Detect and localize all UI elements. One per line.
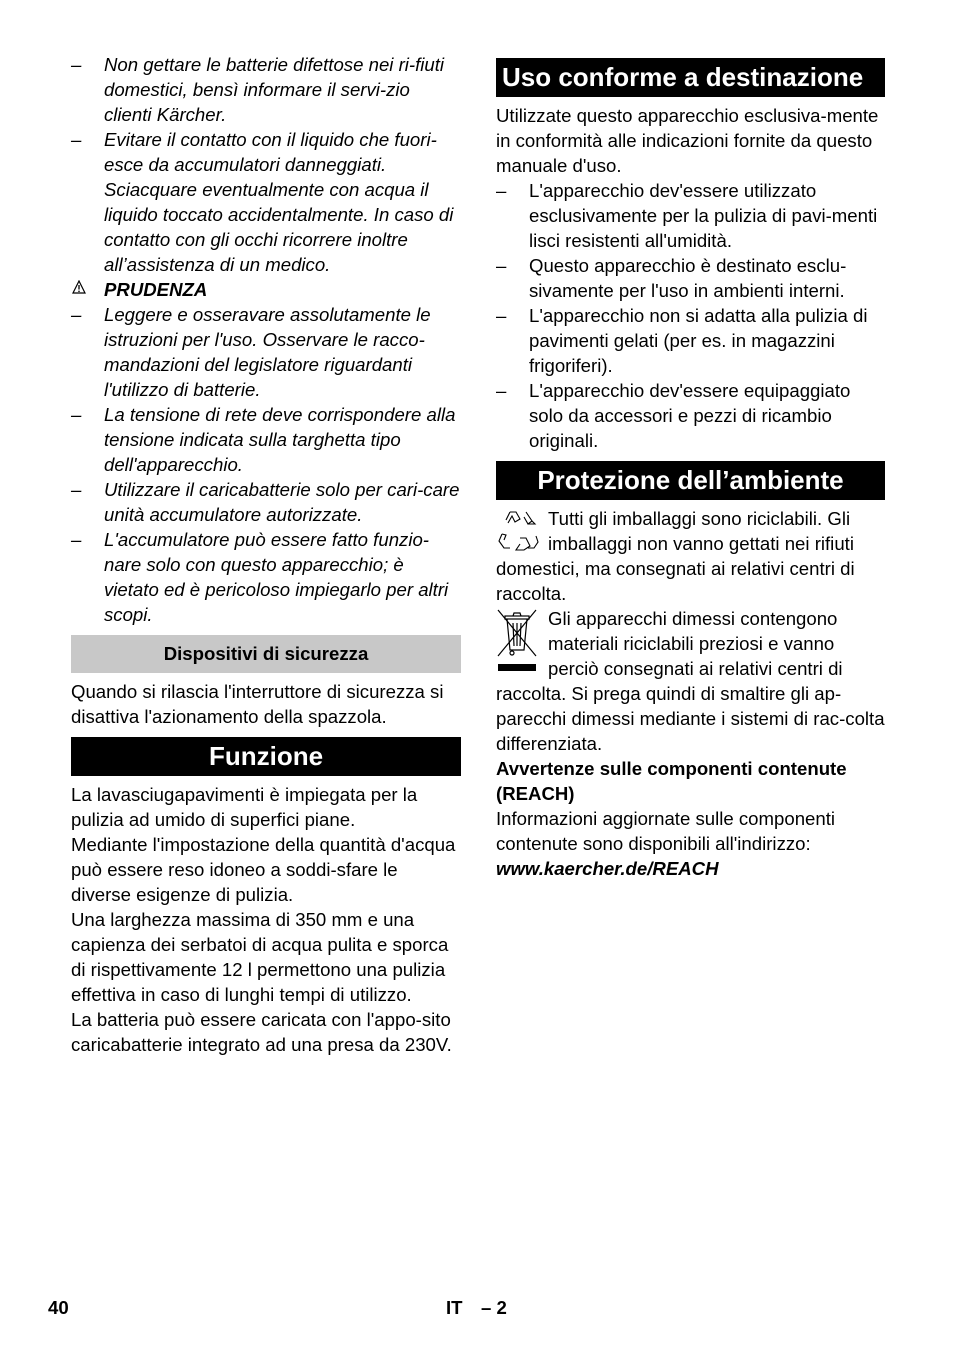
dash-bullet: – (71, 304, 82, 325)
list-item (71, 477, 461, 527)
dash-bullet: – (496, 380, 507, 401)
list-item-text: L'apparecchio dev'essere equipaggiato solo da accessori e pezzi di ricambio originali. (529, 380, 851, 451)
dash-bullet: – (71, 529, 82, 550)
dash-bullet: – (496, 255, 507, 276)
list-item (71, 402, 461, 477)
footer-language: IT (446, 1297, 463, 1318)
list-item (496, 378, 885, 453)
function-paragraph: La batteria può essere caricata con l'appo-sito caricabatterie integrato ad una presa da 230V. (71, 1009, 452, 1055)
recycle-icon (496, 508, 540, 558)
function-paragraph: La lavasciugapavimenti è impiegata per la pulizia ad umido di superfici piane. (71, 784, 418, 830)
list-item-text: Evitare il contatto con il liquido che fuori-esce da accumulatori danneggiati. Sciacquare eventualmente con acqua il liquido toccato accidentalmente. In caso di contatto con gli occhi ricorrere inoltre all’assistenza di un medico. (104, 129, 454, 275)
weee-text-a: Gli apparecchi dimessi contengono materiali riciclabili preziosi e vanno perciò consegnati ai relativi centri di (548, 608, 843, 679)
use-text: Utilizzate questo apparecchio esclusiva-mente in conformità alle indicazioni fornite da questo manuale d'uso. (496, 105, 879, 176)
safety-heading: Dispositivi di sicurezza (71, 635, 461, 673)
list-item-text: L'apparecchio non si adatta alla pulizia di pavimenti gelati (per es. in magazzini frigoriferi). (529, 305, 868, 376)
function-paragraph: Mediante l'impostazione della quantità d'acqua può essere reso idoneo a soddi-sfare le diverse esigenze di pulizia. (71, 834, 456, 905)
weee-text-b: raccolta. Si prega quindi di smaltire gli ap-parecchi dimessi mediante i sistemi di rac-colta differenziata. (496, 683, 885, 754)
dash-bullet: – (71, 54, 82, 75)
list-item-text: L'apparecchio dev'essere utilizzato esclusivamente per la pulizia di pavi-menti lisci resistenti all'umidità. (529, 180, 878, 251)
list-item (496, 303, 885, 378)
list-item-text: L'accumulatore può essere fatto funzio-nare solo con questo apparecchio; è vietato ed è pericoloso impiegarlo per altri scopi. (104, 529, 449, 625)
reach-link[interactable]: www.kaercher.de/REACH (496, 858, 719, 879)
list-item-text: Questo apparecchio è destinato esclu-sivamente per l'uso in ambienti interni. (529, 255, 847, 301)
page-number: 40 (48, 1297, 69, 1318)
use-heading: Uso conforme a destinazione (496, 58, 885, 97)
left-column (71, 52, 461, 1057)
crossed-bin-icon (496, 608, 538, 680)
list-item (71, 302, 461, 402)
list-item-text: Non gettare le batterie difettose nei ri-fiuti domestici, bensì informare il servi-zio clienti Kärcher. (104, 54, 445, 125)
weee-note (496, 606, 885, 681)
reach-text: Informazioni aggiornate sulle componenti contenute sono disponibili all'indirizzo: (496, 808, 836, 854)
function-paragraph: Una larghezza massima di 350 mm e una capienza dei serbatoi di acqua pulita e sporca di rispettivamente 12 l permettono una pulizia effettiva in caso di lunghi tempi di utilizzo. (71, 909, 449, 1005)
recycle-text-b: domestici, ma consegnati ai relativi centri di raccolta. (496, 558, 855, 604)
reach-heading: Avvertenze sulle componenti contenute (REACH) (496, 758, 847, 804)
env-heading: Protezione dell’ambiente (496, 461, 885, 500)
dash-bullet: – (496, 305, 507, 326)
dash-bullet: – (496, 180, 507, 201)
warning-triangle-icon (72, 277, 86, 302)
safety-text: Quando si rilascia l'interruttore di sicurezza si disattiva l'azionamento della spazzola. (71, 681, 444, 727)
list-item (71, 527, 461, 627)
list-item (496, 253, 885, 303)
right-column (496, 52, 885, 881)
list-item (496, 178, 885, 253)
list-item-text: Utilizzare il caricabatterie solo per cari-care unità accumulatore autorizzate. (104, 479, 460, 525)
footer-section: – 2 (481, 1297, 507, 1318)
list-item-text: Leggere e osseravare assolutamente le istruzioni per l'uso. Osservare le racco-mandazioni del legislatore riguardanti l'utilizzo di batterie. (104, 304, 431, 400)
dash-bullet: – (71, 129, 82, 150)
dash-bullet: – (71, 404, 82, 425)
list-item (71, 127, 461, 277)
recycle-text-a: Tutti gli imballaggi sono riciclabili. Gli imballaggi non vanno gettati nei rifiuti (548, 508, 854, 554)
recycle-note (496, 506, 885, 556)
function-heading: Funzione (71, 737, 461, 776)
list-item-text: La tensione di rete deve corrispondere alla tensione indicata sulla targhetta tipo dell'apparecchio. (104, 404, 456, 475)
list-item (71, 52, 461, 127)
caution-label-row (71, 277, 461, 302)
caution-label: PRUDENZA (104, 279, 208, 300)
dash-bullet: – (71, 479, 82, 500)
